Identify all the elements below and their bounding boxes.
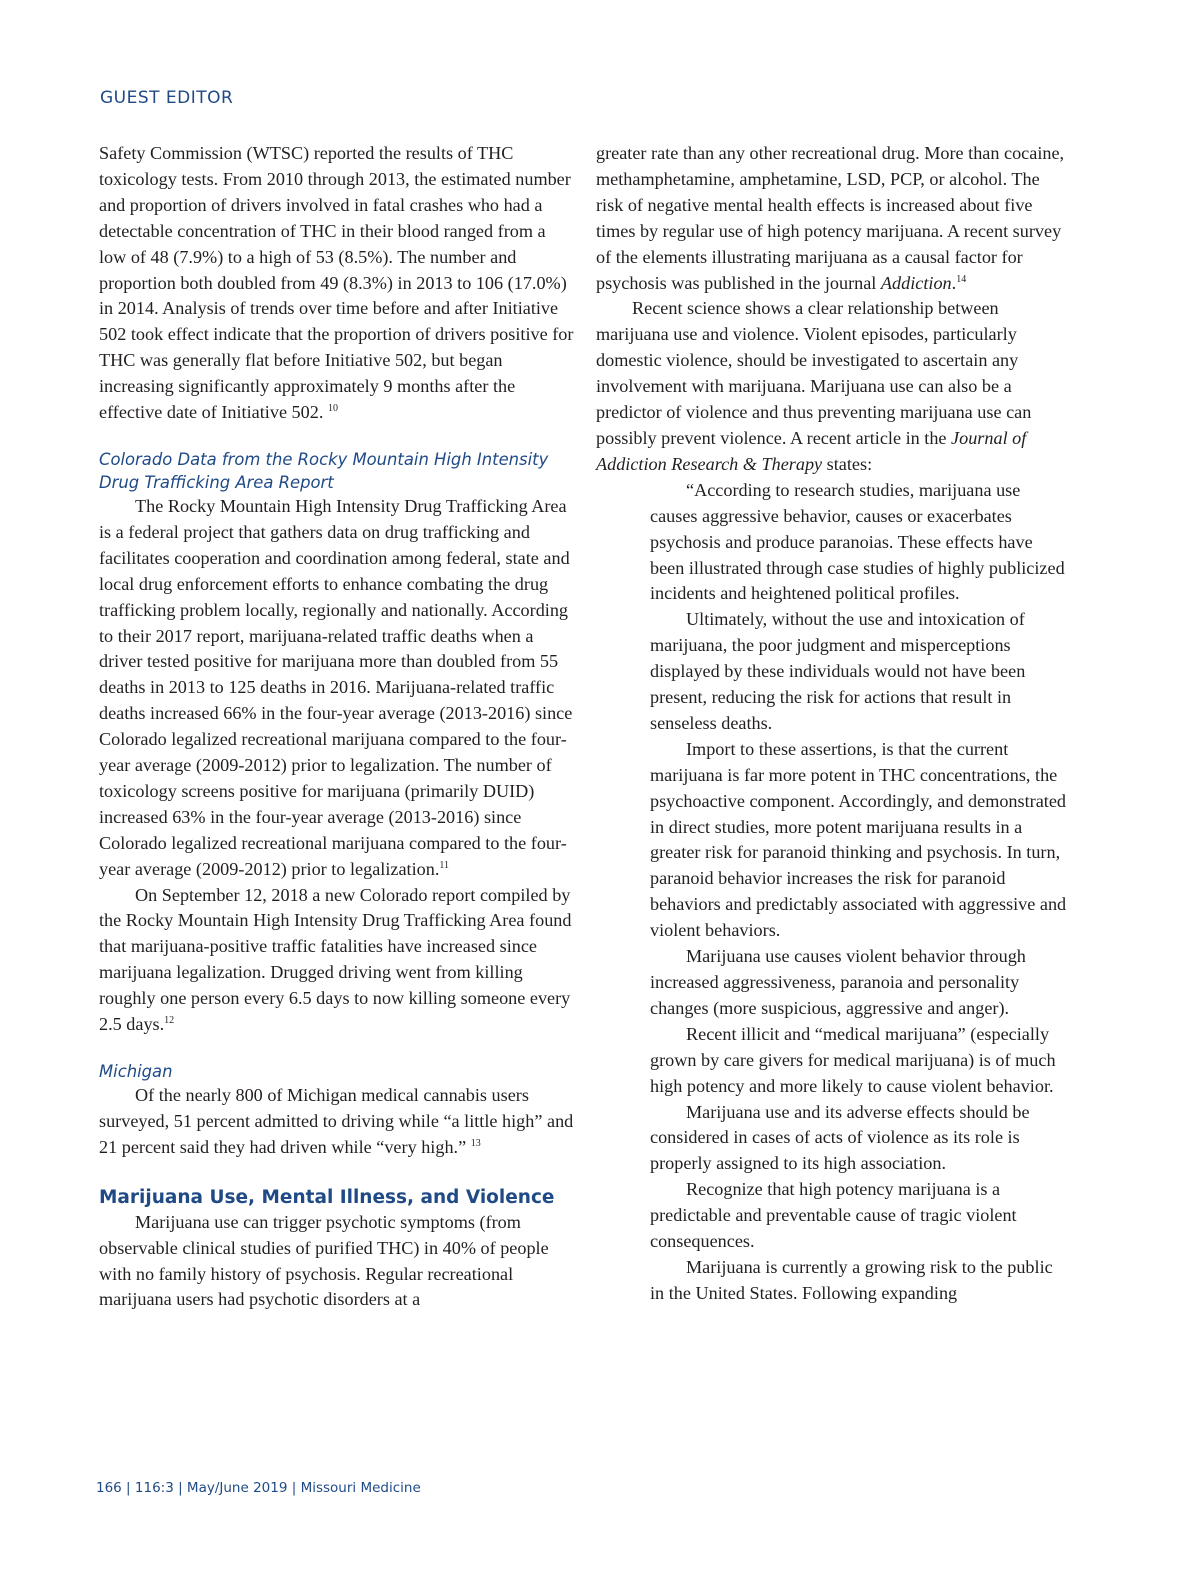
journal-title-addiction: Addiction: [880, 272, 952, 293]
reference-superscript: 10: [327, 403, 338, 415]
quote-paragraph: Marijuana use and its adverse effects should be considered in cases of acts of violence as its role is properly assigned to its high association.: [650, 1101, 1030, 1174]
right-column: [596, 141, 1070, 1307]
paragraph-rocky-mountain: The Rocky Mountain High Intensity Drug Trafficking Area is a federal project that gathers data on drug trafficking and facilitates cooperation and coordination among federal, state and local drug enforcement efforts to enhance combating the drug trafficking problem locally, regionally and nationally. According to their 2017 report, marijuana-related traffic deaths when a driver tested positive for marijuana more than doubled from 55 deaths in 2013 to 125 deaths in 2016. Marijuana-related traffic deaths increased 66% in the four-year average (2013-2016) since Colorado legalized recreational marijuana compared to the four-year average (2009-2012) prior to legalization. The number of toxicology screens positive for marijuana (primarily DUID) increased 63% in the four-year average (2013-2016) since Colorado legalized recreational marijuana compared to the four-year average (2009-2012) prior to legalization.$^{11}$: [99, 495, 573, 879]
paragraph-violence: Recent science shows a clear relationship between marijuana use and violence. Violent episodes, particularly domestic violence, should be investigated to ascertain any involvement with marijuana. Marijuana use can also be a predictor of violence and thus preventing marijuana use can possibly prevent violence. A recent article in the Journal of Addiction Research & Therapy states:: [596, 298, 1032, 474]
left-column: [99, 141, 575, 1313]
block-quote: [650, 478, 1070, 1307]
journal-title-jart: Journal of Addiction Research & Therapy: [596, 427, 1027, 474]
section-label: GUEST EDITOR: [100, 88, 234, 108]
paragraph-michigan: Of the nearly 800 of Michigan medical cannabis users surveyed, 51 percent admitted to driving while “a little high” and 21 percent said they had driven while “very high.” $^{13}$: [99, 1085, 574, 1157]
violence-heading: Marijuana Use, Mental Illness, and Violence: [99, 1186, 555, 1208]
reference-superscript: 13: [470, 1137, 481, 1149]
quote-paragraph: Marijuana use causes violent behavior through increased aggressiveness, paranoia and personality changes (more suspicious, aggressive and anger).: [650, 946, 1026, 1018]
quote-paragraph: Ultimately, without the use and intoxication of marijuana, the poor judgment and misperceptions displayed by these individuals would not have been present, reducing the risk for actions that result in senseless deaths.: [650, 609, 1026, 733]
quote-paragraph: Recognize that high potency marijuana is a predictable and preventable cause of tragic violent consequences.: [650, 1179, 1017, 1252]
michigan-subheading: Michigan: [99, 1062, 173, 1081]
quote-paragraph: Marijuana is currently a growing risk to the public in the United States. Following expanding: [650, 1256, 1053, 1303]
paragraph-recreational-drug: greater rate than any other recreational drug. More than cocaine, methamphetamine, amphetamine, LSD, PCP, or alcohol. The risk of negative mental health effects is increased about five times by regular use of high potency marijuana. A recent survey of the elements illustrating marijuana as a causal factor for psychosis was published in the journal Addiction.$^{14}$: [596, 143, 1065, 293]
paragraph-colorado-report: On September 12, 2018 a new Colorado report compiled by the Rocky Mountain High Intensity Drug Trafficking Area found that marijuana-positive traffic fatalities have increased since marijuana legalization. Drugged driving went from killing roughly one person every 6.5 days to now killing someone every 2.5 days.$^{12}$: [99, 884, 572, 1035]
reference-superscript: 12: [164, 1015, 175, 1027]
quote-paragraph: “According to research studies, marijuana use causes aggressive behavior, causes or exacerbates psychosis and produce paranoias. These effects have been illustrated through case studies of highly publicized incidents and heightened political profiles.: [650, 479, 1065, 604]
reference-superscript: 14: [956, 273, 967, 285]
page-footer: 166 | 116:3 | May/June 2019 | Missouri Medicine: [96, 1480, 421, 1496]
colorado-subheading: Colorado Data from the Rocky Mountain High Intensity Drug Trafficking Area Report: [99, 449, 549, 492]
quote-paragraph: Import to these assertions, is that the current marijuana is far more potent in THC concentrations, the psychoactive component. Accordingly, and demonstrated in direct studies, more potent marijuana results in a greater risk for paranoid thinking and psychosis. In turn, paranoid behavior increases the risk for paranoid behaviors and predictably associated with aggressive and violent behaviors.: [650, 738, 1067, 941]
quote-paragraph: Recent illicit and “medical marijuana” (especially grown by care givers for medical marijuana) is of much high potency and more likely to cause violent behavior.: [650, 1023, 1056, 1096]
reference-superscript: 11: [439, 859, 450, 871]
paragraph-wtsc: Safety Commission (WTSC) reported the results of THC toxicology tests. From 2010 through 2013, the estimated number and proportion of drivers involved in fatal crashes who had a detectable concentration of THC in their blood ranged from a low of 48 (7.9%) to a high of 53 (8.5%). The number and proportion both doubled from 49 (8.3%) in 2013 to 106 (17.0%) in 2014. Analysis of trends over time before and after Initiative 502 took effect indicate that the proportion of drivers positive for THC was generally flat before Initiative 502, but began increasing significantly approximately 9 months after the effective date of Initiative 502. $^{10}$: [99, 143, 574, 423]
paragraph-psychosis: Marijuana use can trigger psychotic symptoms (from observable clinical studies of purified THC) in 40% of people with no family history of psychosis. Regular recreational marijuana users had psychotic disorders at a: [99, 1211, 549, 1310]
